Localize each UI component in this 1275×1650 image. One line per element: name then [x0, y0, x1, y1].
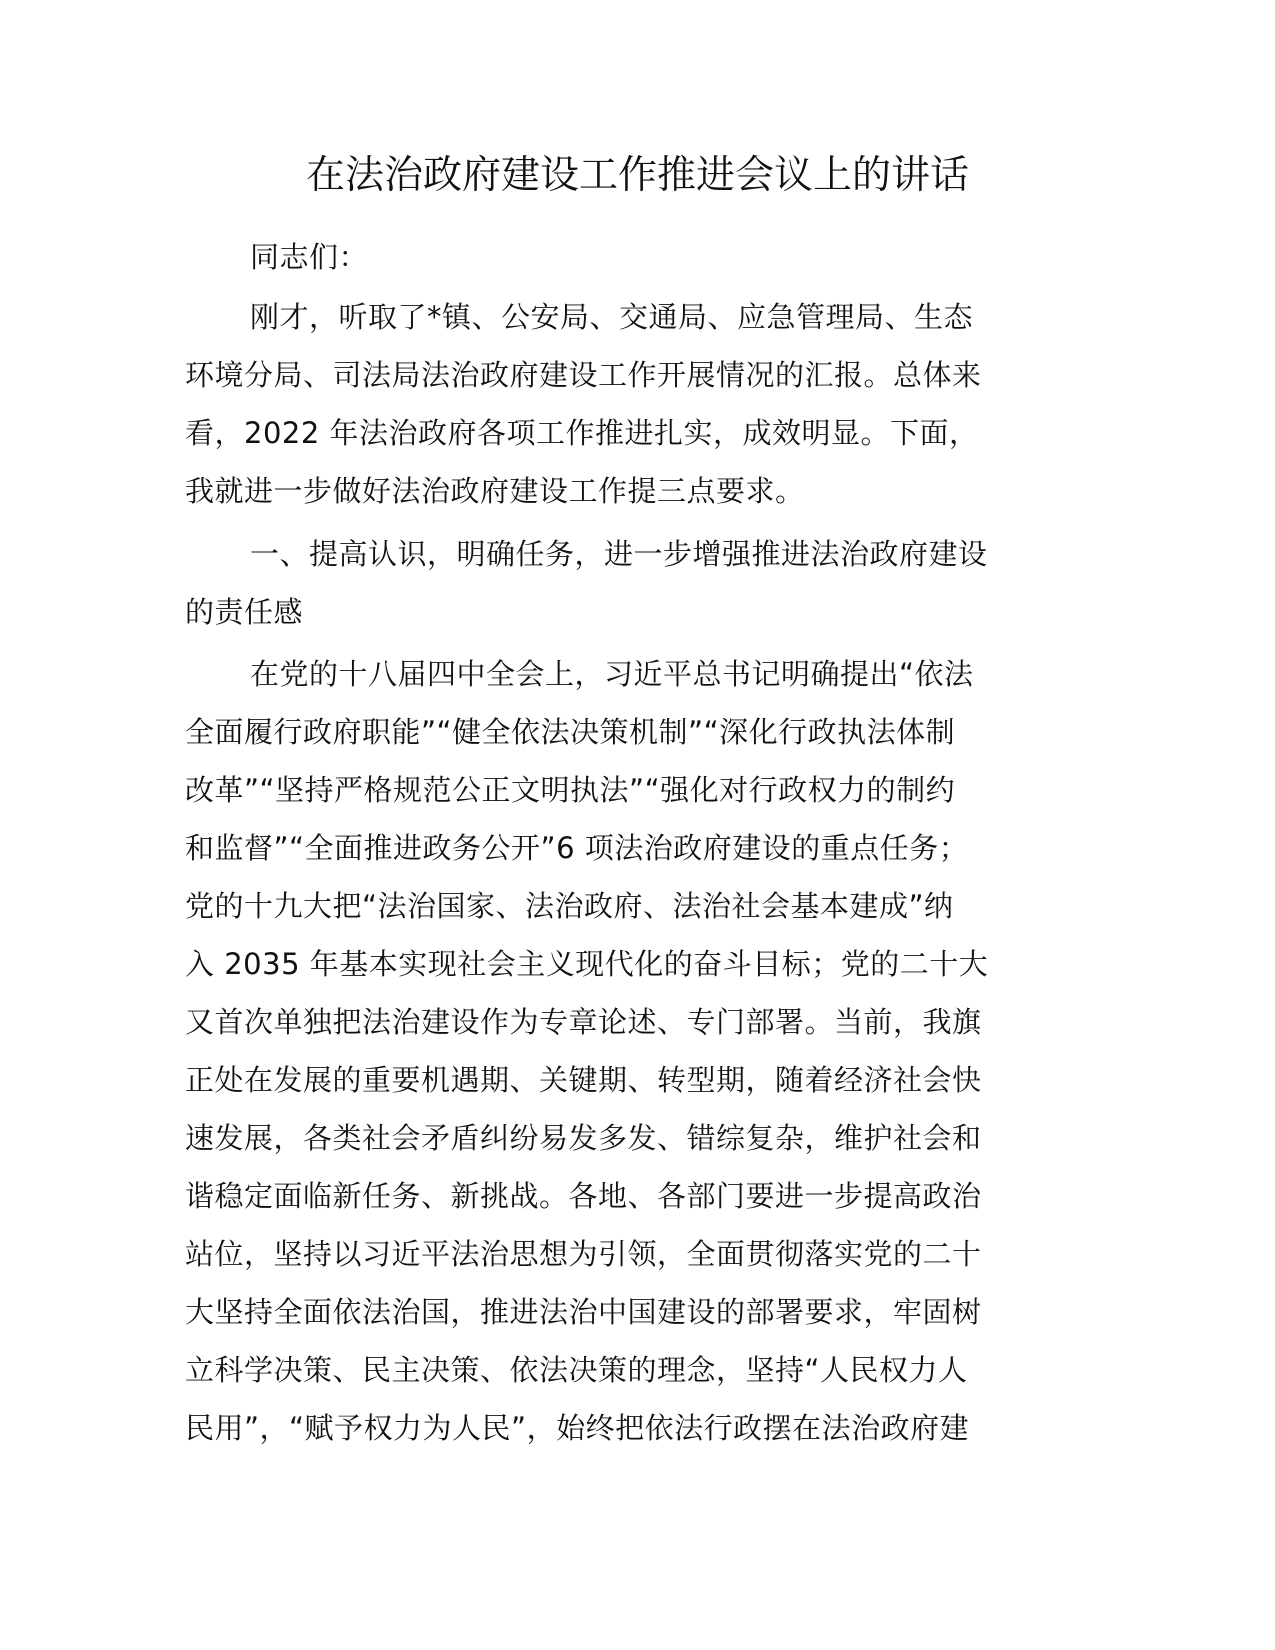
paragraph-line: 全面履行政府职能”“健全依法决策机制”“深化行政执法体制 [185, 715, 956, 749]
paragraph-line: 大坚持全面依法治国，推进法治中国建设的部署要求，牢固树 [185, 1295, 982, 1329]
paragraph-opening [185, 288, 1090, 520]
paragraph-line: 改革”“坚持严格规范公正文明执法”“强化对行政权力的制约 [185, 773, 956, 807]
paragraph-line: 入 2035 年基本实现社会主义现代化的奋斗目标；党的二十大 [185, 947, 989, 981]
paragraph-line: 我就进一步做好法治政府建设工作提三点要求。 [185, 474, 805, 508]
paragraph-line: 环境分局、司法局法治政府建设工作开展情况的汇报。总体来 [185, 358, 982, 392]
greeting [185, 228, 1090, 286]
heading-line: 一、提高认识，明确任务，进一步增强推进法治政府建设 [250, 537, 988, 571]
greeting-line: 同志们： [250, 240, 369, 274]
paragraph-line: 谐稳定面临新任务、新挑战。各地、各部门要进一步提高政治 [185, 1179, 982, 1213]
paragraph-line: 立科学决策、民主决策、依法决策的理念，坚持“人民权力人 [185, 1353, 968, 1387]
paragraph-line: 站位，坚持以习近平法治思想为引领，全面贯彻落实党的二十 [185, 1237, 982, 1271]
paragraph-line: 民用”，“赋予权力为人民”，始终把依法行政摆在法治政府建 [185, 1411, 970, 1445]
paragraph-line: 党的十九大把“法治国家、法治政府、法治社会基本建成”纳 [185, 889, 954, 923]
paragraph-line: 在党的十八届四中全会上，习近平总书记明确提出“依法 [250, 657, 974, 691]
paragraph-section-one [185, 645, 1090, 1457]
paragraph-line: 看，2022 年法治政府各项工作推进扎实，成效明显。下面， [185, 416, 979, 450]
paragraph-line: 和监督”“全面推进政务公开”6 项法治政府建设的重点任务； [185, 831, 969, 865]
section-heading-one [185, 525, 1090, 641]
paragraph-line: 速发展，各类社会矛盾纠纷易发多发、错综复杂，维护社会和 [185, 1121, 982, 1155]
paragraph-line: 又首次单独把法治建设作为专章论述、专门部署。当前，我旗 [185, 1005, 982, 1039]
paragraph-line: 刚才，听取了*镇、公安局、交通局、应急管理局、生态 [250, 300, 974, 334]
document-title: 在法治政府建设工作推进会议上的讲话 [305, 153, 969, 198]
heading-line: 的责任感 [185, 595, 304, 629]
paragraph-line: 正处在发展的重要机遇期、关键期、转型期，随着经济社会快 [185, 1063, 982, 1097]
